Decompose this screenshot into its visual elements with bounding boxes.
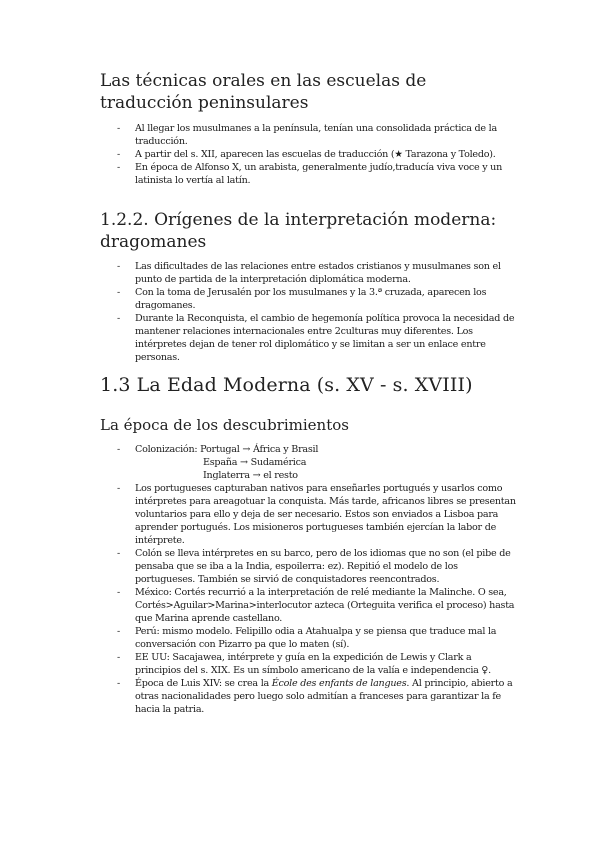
section-edad-moderna (100, 373, 520, 397)
ecole-title: École des enfants de langues (271, 678, 407, 689)
list-item: - México: Cortés recurrió a la interpretación de relé mediante la Malinche. O sea, Cortés>Aguilar>Marina>interlocutor azteca (Orteguita verifica el proceso) hasta que Marina aprende castellano. (100, 586, 520, 625)
heading-descubrimientos: La época de los descubrimientos (100, 416, 349, 434)
list-item: - Los portugueses capturaban nativos para enseñarles portugués y usarlos como intérpretes para areagotuar la conquista. Más tarde, africanos libres se presentan voluntarios para ello y deja de ser necesario. Estos son enviados a Lisboa para aprender portugués. Los misioneros portugueses también ejercían la labor de intérprete. (100, 482, 520, 547)
list-escuelas (100, 122, 520, 187)
list-item-colonizacion (100, 443, 520, 482)
section-descubrimientos (100, 415, 520, 716)
luis-text-post: . Al principio, abierto a otras nacionalidades pero luego solo admitían a franceses para garantizar la fe hacia la patria. (135, 678, 513, 715)
list-item: - Durante la Reconquista, el cambio de hegemonía política provoca la necesidad de mantener relaciones internacionales entre 2culturas muy diferentes. Los intérpretes dejan de tener rol diplomático y se limitan a ser un enlace entre personas. (100, 312, 520, 364)
colonizacion-line: Inglaterra → el resto (203, 470, 298, 481)
list-item: - Colón se lleva intérpretes en su barco, pero de los idiomas que no son (el pibe de pensaba que se iba a la India, espoilerra: ez). Repitió el modelo de los portugueses. También se sirvió de conquistadores reencontrados. (100, 547, 520, 586)
list-item: - En época de Alfonso X, un arabista, generalmente judío,traducía viva voce y un latinista lo vertía al latín. (100, 161, 520, 187)
section-escuelas (100, 70, 520, 187)
heading-escuelas: Las técnicas orales en las escuelas de traducción peninsulares (100, 71, 427, 113)
heading-dragomanes: 1.2.2. Orígenes de la interpretación moderna: dragomanes (100, 210, 497, 252)
list-item: - Las dificultades de las relaciones entre estados cristianos y musulmanes son el punto de partida de la interpretación diplomática moderna. (100, 260, 520, 286)
list-dragomanes (100, 260, 520, 364)
list-item: - Al llegar los musulmanes a la península, tenían una consolidada práctica de la traducción. (100, 122, 520, 148)
list-item: - Con la toma de Jerusalén por los musulmanes y la 3.ª cruzada, aparecen los dragomanes. (100, 286, 520, 312)
colonizacion-line: Colonización: Portugal → África y Brasil (135, 444, 319, 455)
list-item: - EE UU: Sacajawea, intérprete y guía en la expedición de Lewis y Clark a principios del s. XIX. Es un símbolo americano de la valía e independencia ♀. (100, 651, 520, 677)
list-item: - Perú: mismo modelo. Felipillo odia a Atahualpa y se piensa que traduce mal la conversación con Pizarro pa que lo maten (sí). (100, 625, 520, 651)
list-item: - A partir del s. XII, aparecen las escuelas de traducción (★ Tarazona y Toledo). (100, 148, 520, 161)
list-item-luis-xiv (100, 677, 520, 716)
luis-text-pre: Época de Luis XIV: se crea la (135, 678, 272, 689)
heading-edad-moderna: 1.3 La Edad Moderna (s. XV - s. XVIII) (100, 374, 473, 396)
colonizacion-line: España → Sudamérica (203, 457, 307, 468)
list-descubrimientos (100, 443, 520, 716)
section-dragomanes (100, 209, 520, 364)
